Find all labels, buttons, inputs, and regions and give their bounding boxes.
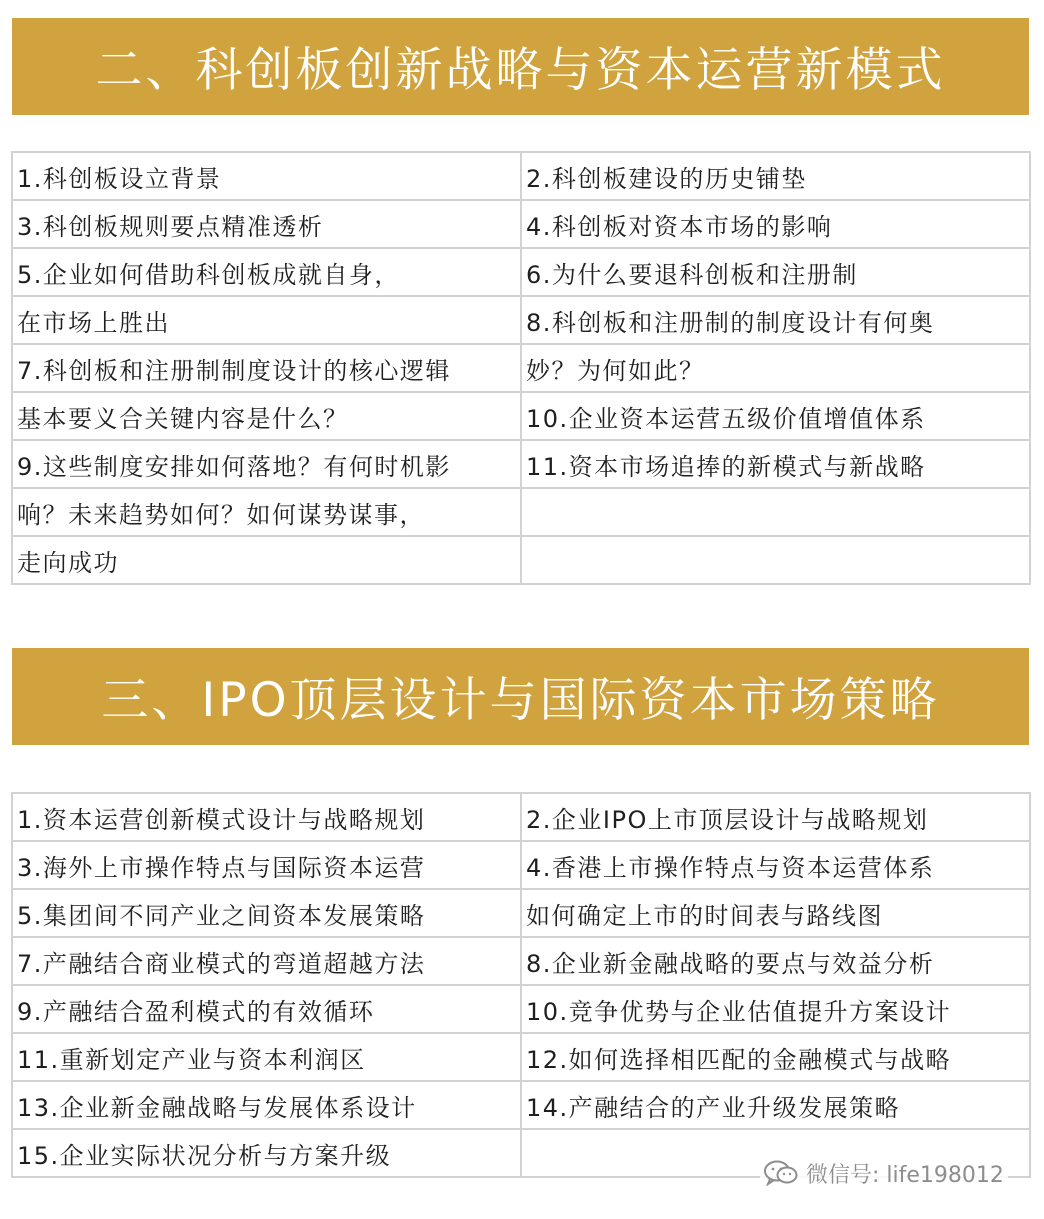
table-cell: 1.资本运营创新模式设计与战略规划 (12, 793, 521, 841)
watermark-text: 微信号: life198012 (806, 1162, 1004, 1188)
table-cell: 1.科创板设立背景 (12, 152, 521, 200)
table-cell: 13.企业新金融战略与发展体系设计 (12, 1081, 521, 1129)
table-cell: 11.资本市场追捧的新模式与新战略 (521, 440, 1030, 488)
table-cell: 基本要义合关键内容是什么？ (12, 392, 521, 440)
table-row (12, 440, 1030, 488)
section-2-banner (12, 18, 1029, 115)
table-row (12, 344, 1030, 392)
section-3-banner (12, 648, 1029, 745)
table-cell: 走向成功 (12, 536, 521, 584)
table-row (12, 793, 1030, 841)
table-cell: 9.产融结合盈利模式的有效循环 (12, 985, 521, 1033)
table-cell: 在市场上胜出 (12, 296, 521, 344)
table-cell: 6.为什么要退科创板和注册制 (521, 248, 1030, 296)
table-cell: 7.科创板和注册制制度设计的核心逻辑 (12, 344, 521, 392)
wechat-icon (764, 1160, 798, 1186)
table-cell: 3.海外上市操作特点与国际资本运营 (12, 841, 521, 889)
table-cell: 4.香港上市操作特点与资本运营体系 (521, 841, 1030, 889)
table-cell: 15.企业实际状况分析与方案升级 (12, 1129, 521, 1177)
table-cell: 8.科创板和注册制的制度设计有何奥 (521, 296, 1030, 344)
table-row (12, 392, 1030, 440)
table-row (12, 248, 1030, 296)
table-cell: 4.科创板对资本市场的影响 (521, 200, 1030, 248)
table-row (12, 536, 1030, 584)
table-cell: 11.重新划定产业与资本利润区 (12, 1033, 521, 1081)
table-row (12, 488, 1030, 536)
table-row (12, 841, 1030, 889)
table-cell: 10.企业资本运营五级价值增值体系 (521, 392, 1030, 440)
table-cell: 14.产融结合的产业升级发展策略 (521, 1081, 1030, 1129)
table-row (12, 1033, 1030, 1081)
table-cell (521, 536, 1030, 584)
section-3-title: 三、IPO顶层设计与国际资本市场策略 (101, 673, 940, 728)
table-row (12, 937, 1030, 985)
table-cell: 9.这些制度安排如何落地？有何时机影 (12, 440, 521, 488)
table-cell: 2.企业IPO上市顶层设计与战略规划 (521, 793, 1030, 841)
table-cell: 响？未来趋势如何？如何谋势谋事， (12, 488, 521, 536)
section-3-table (11, 792, 1031, 1178)
table-cell: 5.企业如何借助科创板成就自身， (12, 248, 521, 296)
table-cell: 7.产融结合商业模式的弯道超越方法 (12, 937, 521, 985)
table-row (12, 1081, 1030, 1129)
table-cell: 12.如何选择相匹配的金融模式与战略 (521, 1033, 1030, 1081)
table-cell: 3.科创板规则要点精准透析 (12, 200, 521, 248)
table-cell (521, 488, 1030, 536)
table-cell: 妙？为何如此？ (521, 344, 1030, 392)
table-cell: 2.科创板建设的历史铺垫 (521, 152, 1030, 200)
table-cell: 5.集团间不同产业之间资本发展策略 (12, 889, 521, 937)
section-2-table (11, 151, 1031, 585)
table-cell: 如何确定上市的时间表与路线图 (521, 889, 1030, 937)
table-row (12, 152, 1030, 200)
table-row (12, 985, 1030, 1033)
table-cell: 10.竞争优势与企业估值提升方案设计 (521, 985, 1030, 1033)
section-2-title: 二、科创板创新战略与资本运营新模式 (95, 43, 946, 98)
wechat-watermark (760, 1158, 1008, 1188)
table-row (12, 889, 1030, 937)
table-cell: 8.企业新金融战略的要点与效益分析 (521, 937, 1030, 985)
table-row (12, 200, 1030, 248)
table-row (12, 296, 1030, 344)
